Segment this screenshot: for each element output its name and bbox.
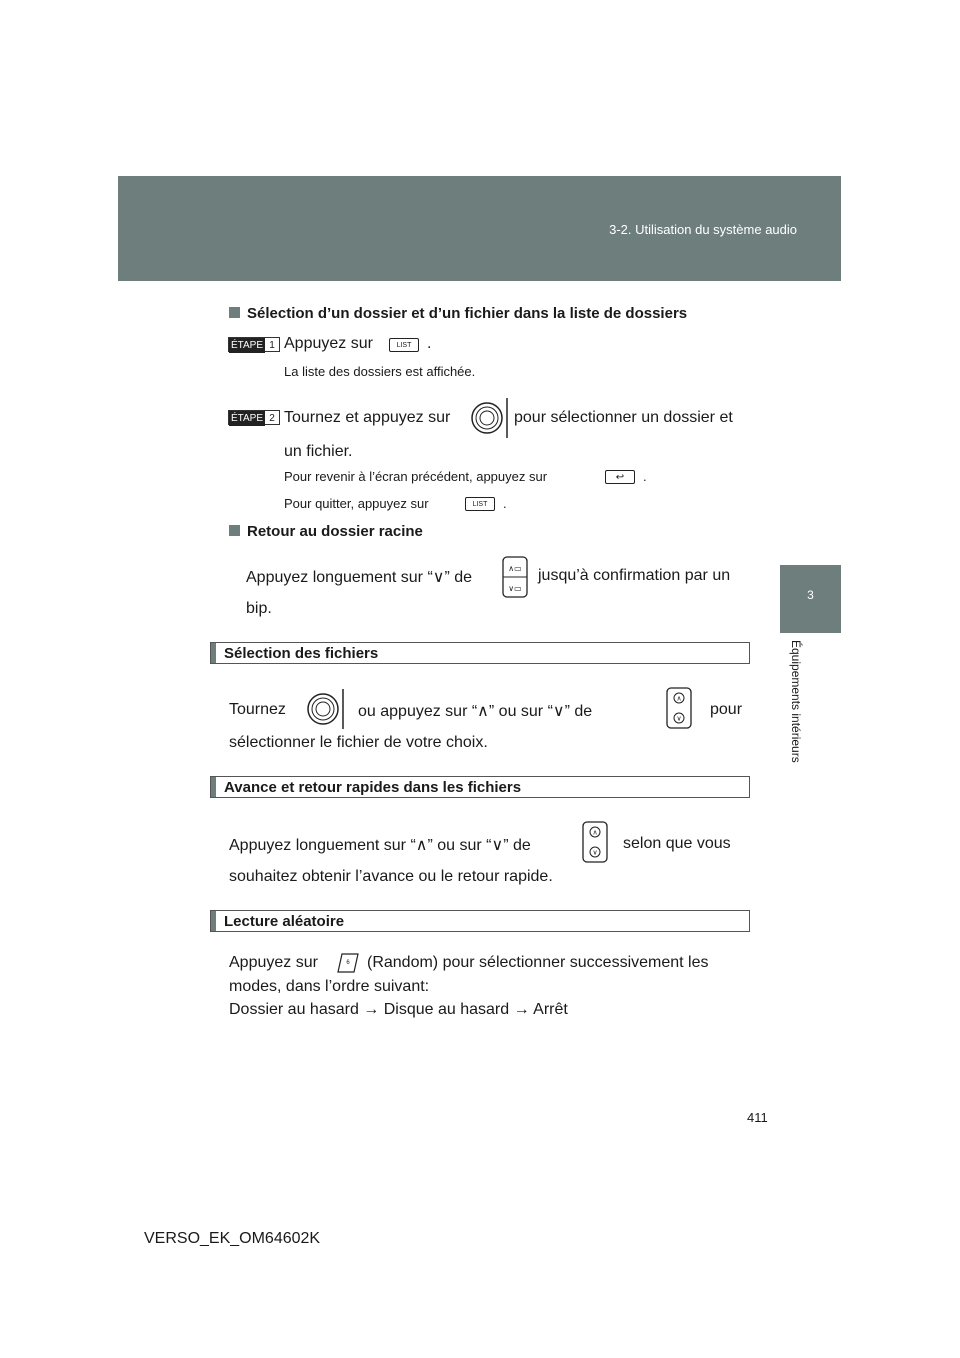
section-file-select: Sélection des fichiers [210,642,750,664]
step-2-badge: ÉTAPE 2 [228,410,280,425]
svg-text:∧▭: ∧▭ [508,564,522,573]
random-button-icon [336,952,360,974]
svg-text:∧: ∧ [676,695,682,703]
seek-updown-button-icon [580,820,610,864]
back-button-icon: ↩ [605,470,635,484]
root-text: Appuyez longuement sur “∨” de [246,569,473,586]
step-2-note-quit-period: . [503,496,507,511]
fast-text: Appuyez longuement sur “∧” ou sur “∨” de [229,837,531,854]
section-title: 3-2. Utilisation du système audio [609,222,797,237]
folder-updown-button-icon [500,555,530,599]
chapter-title: Équipements intérieurs [789,640,803,763]
step-2-note-quit: Pour quitter, appuyez sur [284,496,429,511]
step-1-badge: ÉTAPE 1 [228,337,280,352]
step-2-text-line2: un fichier. [284,443,353,460]
random-modes-sequence: Dossier au hasard → Disque au hasard → Arrêt [229,1001,568,1018]
file-select-text-b: ou appuyez sur “∧” ou sur “∨” de [358,703,593,720]
square-bullet-icon [229,525,240,536]
chapter-tab [780,565,841,633]
step-2-note-back-period: . [643,469,647,484]
tune-knob-icon [467,396,511,440]
svg-text:∨: ∨ [676,715,682,723]
step-1-note: La liste des dossiers est affichée. [284,364,476,379]
fast-text-line2: souhaitez obtenir l’avance ou le retour rapide. [229,868,553,885]
list-button-icon: LIST [465,497,495,511]
chapter-number: 3 [807,588,814,602]
page-number: 411 [747,1110,768,1125]
svg-text:∨: ∨ [592,849,598,857]
document-code: VERSO_EK_OM64602K [144,1230,321,1247]
random-text-after: (Random) pour sélectionner successivement les [367,954,709,971]
step-1-text: Appuyez sur [284,335,373,352]
seek-updown-button-icon [664,686,694,730]
header-band [118,176,841,281]
step-2-text-after: pour sélectionner un dossier et [514,409,733,426]
root-text-after: jusqu’à confirmation par un [538,567,731,584]
square-bullet-icon [229,307,240,318]
folder-list-heading: Sélection d’un dossier et d’un fichier dans la liste de dossiers [229,305,687,322]
fast-text-after: selon que vous [623,835,731,852]
file-select-text-line2: sélectionner le fichier de votre choix. [229,734,488,751]
random-text: Appuyez sur [229,954,318,971]
svg-text:∨▭: ∨▭ [508,584,522,593]
svg-text:6: 6 [346,960,350,966]
section-fast: Avance et retour rapides dans les fichiers [210,776,750,798]
file-select-text-c: pour [710,701,743,718]
root-text-line2: bip. [246,600,272,617]
list-button-icon: LIST [389,338,419,352]
svg-text:∧: ∧ [592,829,598,837]
section-random: Lecture aléatoire [210,910,750,932]
file-select-text-a: Tournez [229,701,286,718]
step-1-period: . [427,335,432,352]
random-text-line2: modes, dans l’ordre suivant: [229,978,430,995]
tune-knob-icon [305,687,349,731]
root-heading: Retour au dossier racine [229,523,423,540]
step-2-note-back: Pour revenir à l’écran précédent, appuyez sur [284,469,548,484]
step-2-text: Tournez et appuyez sur [284,409,451,426]
